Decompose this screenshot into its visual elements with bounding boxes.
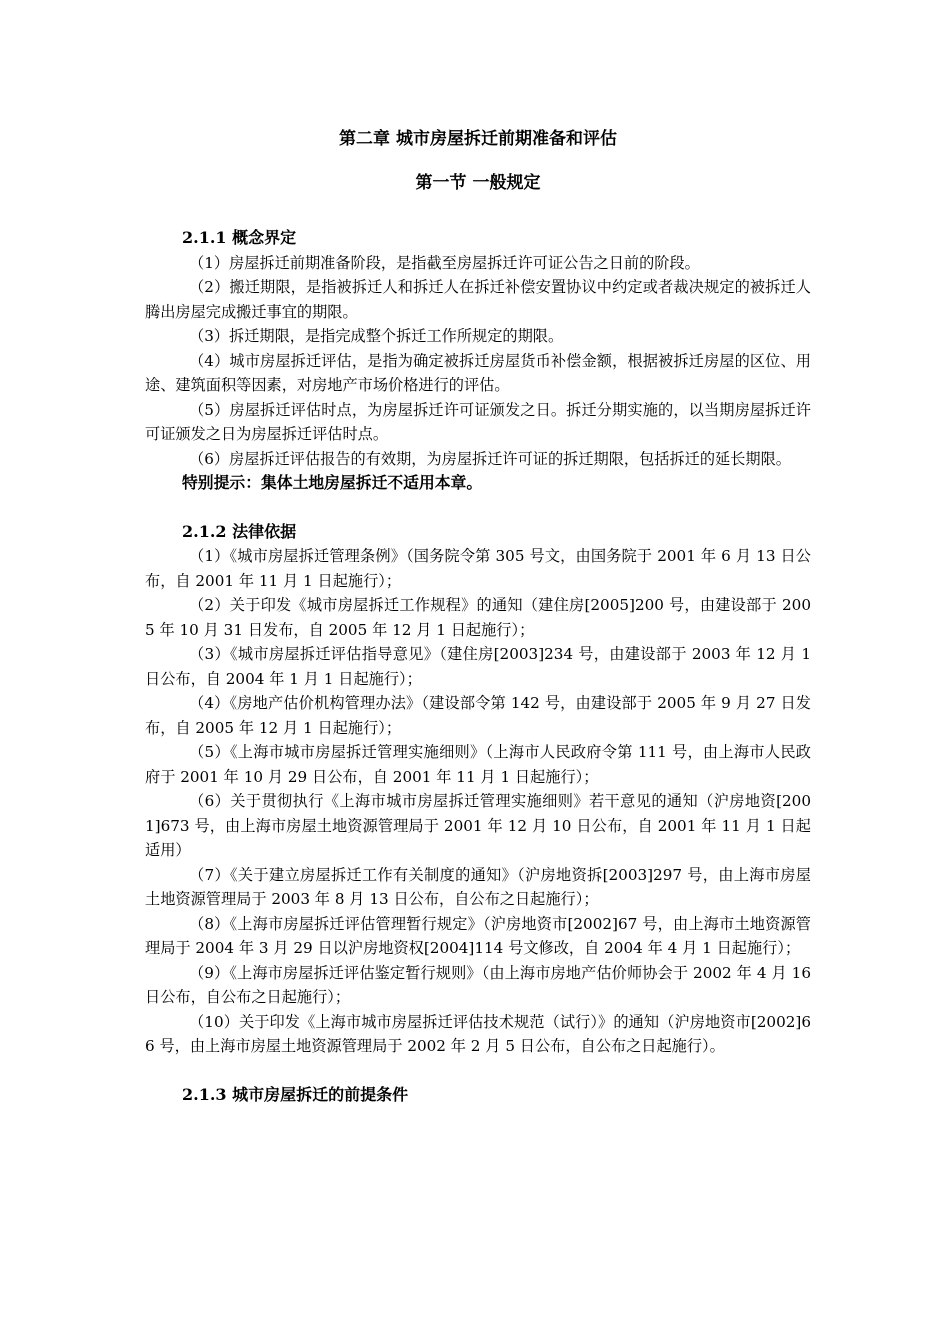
paragraph: （4）《房地产估价机构管理办法》（建设部令第 142 号，由建设部于 2005 年 9 月 27 日发布，自 2005 年 12 月 1 日起施行）； — [145, 694, 811, 737]
paragraph: （9）《上海市房屋拆迁评估鉴定暂行规则》（由上海市房地产估价师协会于 2002 年 4 月 16 日公布，自公布之日起施行）； — [145, 963, 811, 1006]
subsection-legal-basis — [145, 520, 811, 1059]
subsection-preconditions — [145, 1083, 811, 1108]
subsection-concepts — [145, 226, 811, 496]
subsection-title: 2.1.2 法律依据 — [182, 521, 297, 541]
subsection-title: 2.1.1 概念界定 — [182, 228, 297, 247]
document-content — [145, 122, 811, 1107]
special-notice: 特别提示：集体土地房屋拆迁不适用本章。 — [182, 473, 483, 492]
paragraph: （2）搬迁期限，是指被拆迁人和拆迁人在拆迁补偿安置协议中约定或者裁决规定的被拆迁人腾出房屋完成搬迁事宜的期限。 — [145, 278, 811, 321]
paragraph: （4）城市房屋拆迁评估，是指为确定被拆迁房屋货币补偿金额，根据被拆迁房屋的区位、用途、建筑面积等因素，对房地产市场价格进行的评估。 — [145, 351, 811, 394]
section-title: 第一节 一般规定 — [415, 173, 541, 193]
paragraph: （3）《城市房屋拆迁评估指导意见》（建住房[2003]234 号，由建设部于 2003 年 12 月 1 日公布，自 2004 年 1 月 1 日起施行）； — [145, 645, 811, 688]
chapter-title: 第二章 城市房屋拆迁前期准备和评估 — [339, 129, 617, 149]
paragraph: （3）拆迁期限，是指完成整个拆迁工作所规定的期限。 — [189, 327, 564, 345]
paragraph: （1）房屋拆迁前期准备阶段，是指截至房屋拆迁许可证公告之日前的阶段。 — [189, 253, 700, 272]
paragraph: （8）《上海市房屋拆迁评估管理暂行规定》（沪房地资市[2002]67 号，由上海市土地资源管理局于 2004 年 3 月 29 日以沪房地资权[2004]114 号文修改，自 2004 年 4 月 1 日起施行）； — [145, 914, 811, 957]
paragraph: （6）房屋拆迁评估报告的有效期，为房屋拆迁许可证的拆迁期限，包括拆迁的延长期限。 — [189, 449, 791, 468]
paragraph: （5）《上海市城市房屋拆迁管理实施细则》（上海市人民政府令第 111 号，由上海市人民政府于 2001 年 10 月 29 日公布，自 2001 年 11 月 1 日起施行）； — [145, 743, 811, 786]
paragraph: （1）《城市房屋拆迁管理条例》（国务院令第 305 号文，由国务院于 2001 年 6 月 13 日公布，自 2001 年 11 月 1 日起施行）； — [145, 547, 811, 590]
paragraph: （6）关于贯彻执行《上海市城市房屋拆迁管理实施细则》若干意见的通知（沪房地资[2001]673 号，由上海市房屋土地资源管理局于 2001 年 12 月 10 日公布，自 2001 年 11 月 1 日起适用） — [145, 792, 811, 859]
subsection-title: 2.1.3 城市房屋拆迁的前提条件 — [182, 1084, 409, 1104]
paragraph: （5）房屋拆迁评估时点，为房屋拆迁许可证颁发之日。拆迁分期实施的，以当期房屋拆迁许可证颁发之日为房屋拆迁评估时点。 — [145, 400, 811, 443]
paragraph: （7）《关于建立房屋拆迁工作有关制度的通知》（沪房地资拆[2003]297 号，由上海市房屋土地资源管理局于 2003 年 8 月 13 日公布，自公布之日起施行）； — [145, 865, 811, 908]
paragraph: （2）关于印发《城市房屋拆迁工作规程》的通知（建住房[2005]200 号，由建设部于 2005 年 10 月 31 日发布，自 2005 年 12 月 1 日起施行）； — [145, 596, 811, 639]
paragraph: （10）关于印发《上海市城市房屋拆迁评估技术规范（试行）》的通知（沪房地资市[2002]66 号，由上海市房屋土地资源管理局于 2002 年 2 月 5 日公布，自公布之日起施行）。 — [145, 1012, 811, 1055]
